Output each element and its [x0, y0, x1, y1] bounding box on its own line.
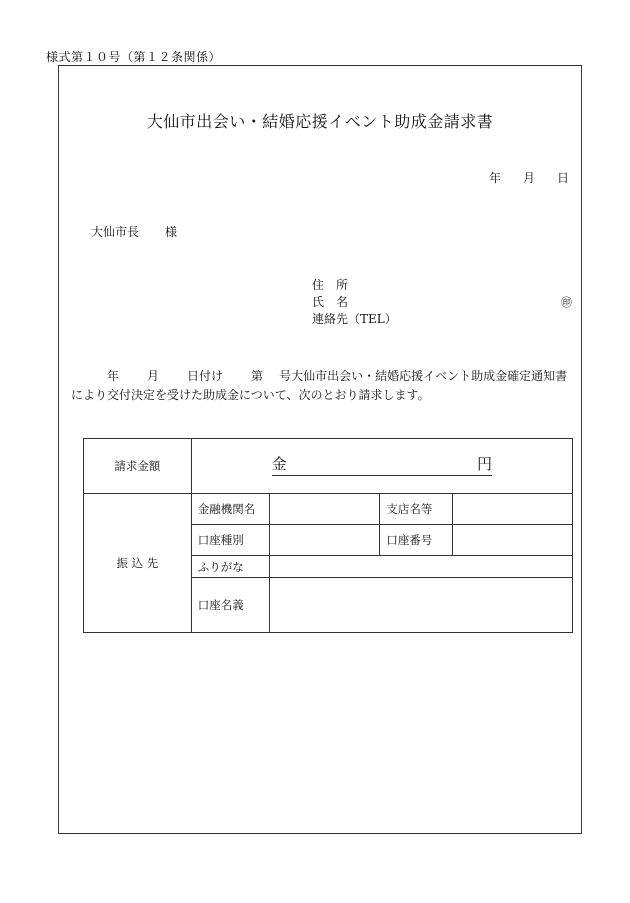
addressee: [91, 223, 177, 240]
address-label: 住 所: [312, 278, 349, 292]
ref-line1-rest: 号大仙市出会い・結婚応援イベント助成金確定通知書: [279, 369, 568, 383]
page-title: 大仙市出会い・結婚応援イベント助成金請求書: [146, 112, 494, 131]
ref-number-prefix: 第: [251, 369, 264, 383]
addressee-name: 大仙市長: [91, 225, 140, 239]
seal-mark: ㊞: [561, 296, 572, 309]
account-type-label: 口座種別: [191, 525, 269, 556]
amount-label: 請求金額: [84, 439, 192, 494]
applicant-block: [312, 277, 397, 328]
bank-name-label: 金融機関名: [191, 494, 269, 525]
account-holder-field[interactable]: [269, 578, 572, 633]
branch-name-field[interactable]: [453, 494, 573, 525]
name-label: 氏 名: [312, 295, 349, 309]
bank-name-field[interactable]: [269, 494, 380, 525]
amount-unit: 円: [476, 455, 492, 473]
date-year: 年: [488, 171, 501, 185]
account-number-label: 口座番号: [380, 525, 453, 556]
date-line: [489, 169, 569, 186]
account-type-field[interactable]: [269, 525, 380, 556]
contact-label: 連絡先（TEL）: [312, 312, 397, 326]
furigana-label: ふりがな: [191, 556, 269, 578]
ref-month: 月: [147, 369, 160, 383]
furigana-field[interactable]: [269, 556, 572, 578]
addressee-honorific: 様: [165, 225, 178, 239]
claim-table: [83, 438, 573, 633]
account-number-field[interactable]: [453, 525, 573, 556]
amount-prefix: 金: [271, 455, 287, 473]
request-paragraph: [71, 367, 569, 405]
ref-dated: 日付け: [187, 369, 224, 383]
date-month: 月: [522, 171, 535, 185]
transfer-label: 振 込 先: [84, 494, 192, 633]
amount-line: [272, 453, 492, 476]
branch-name-label: 支店名等: [380, 494, 453, 525]
form-number: 様式第１０号（第１２条関係）: [46, 50, 222, 64]
ref-year: 年: [107, 369, 120, 383]
form-frame: [58, 65, 582, 834]
amount-field[interactable]: [191, 439, 572, 494]
ref-line2: により交付決定を受けた助成金について、次のとおり請求します。: [71, 388, 430, 402]
date-day: 日: [556, 171, 569, 185]
account-holder-label: 口座名義: [191, 578, 269, 633]
